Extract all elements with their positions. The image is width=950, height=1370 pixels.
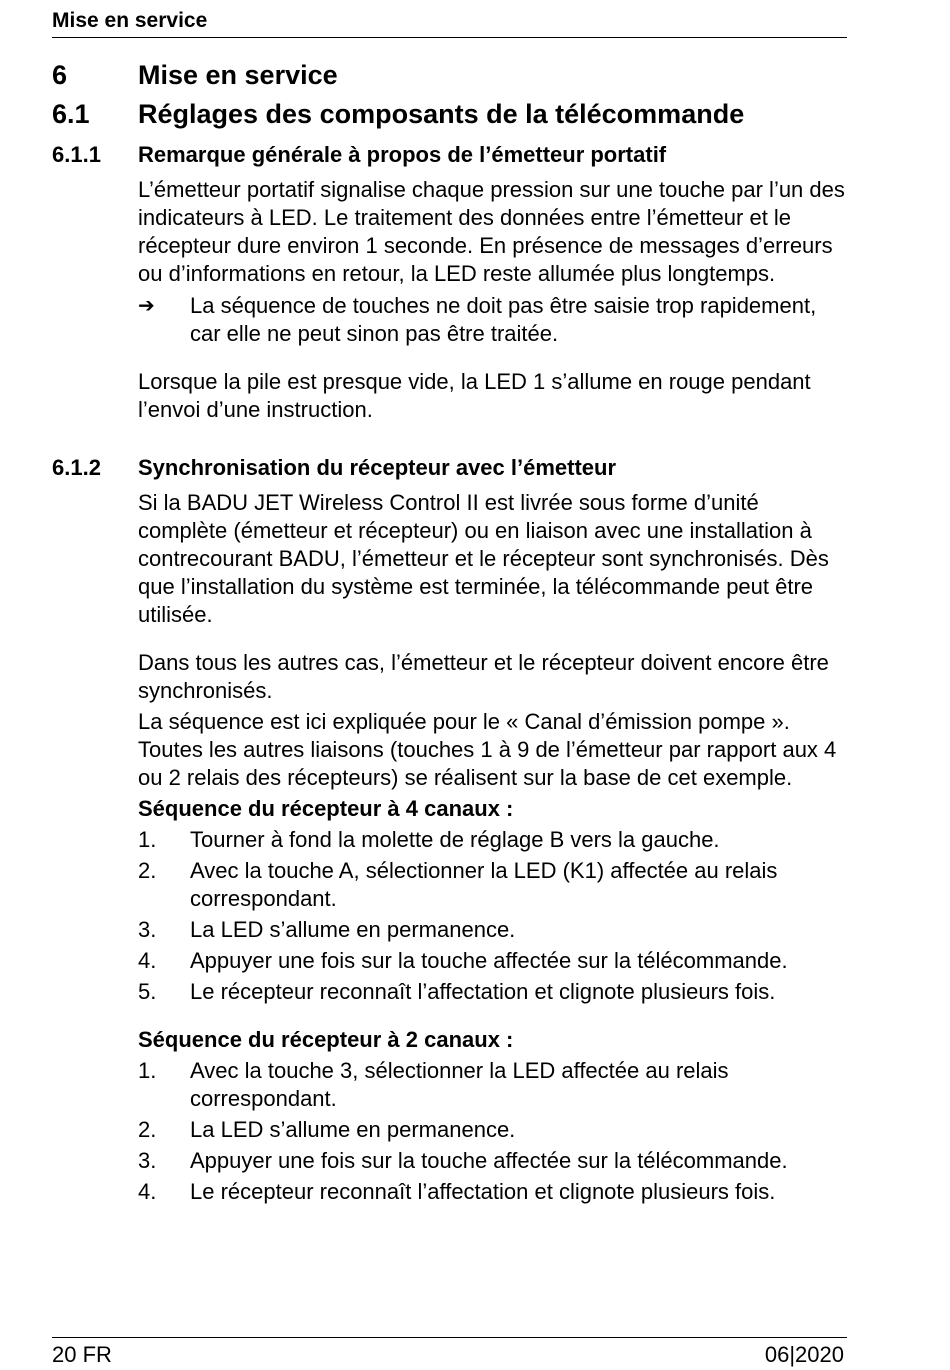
list-text: Appuyer une fois sur la touche affectée sur la télécommande.: [190, 1148, 788, 1173]
list-item: [138, 1057, 848, 1113]
heading-title: Synchronisation du récepteur avec l’émetteur: [138, 455, 617, 480]
subsection-number: 6.1: [52, 99, 90, 129]
heading-number: 6.1.2: [52, 455, 101, 480]
list-text: Le récepteur reconnaît l’affectation et clignote plusieurs fois.: [190, 979, 776, 1004]
section-title: Mise en service: [138, 60, 338, 90]
paragraph: Lorsque la pile est presque vide, la LED 1 s’allume en rouge pendant l’envoi d’une instruction.: [138, 369, 811, 422]
list-number: 4.: [138, 948, 157, 973]
heading-number: 6.1.1: [52, 142, 101, 167]
running-header: Mise en service: [52, 9, 208, 32]
list-item: [138, 1147, 848, 1175]
header-rule: [52, 37, 847, 38]
list-text: La LED s’allume en permanence.: [190, 917, 516, 942]
list-item: [138, 826, 848, 854]
sequence-2-list: [138, 1057, 848, 1206]
list-number: 2.: [138, 858, 157, 883]
section-6-1-2-body: [138, 489, 848, 1206]
list-text: Appuyer une fois sur la touche affectée sur la télécommande.: [190, 948, 788, 973]
list-number: 2.: [138, 1117, 157, 1142]
page-number: 20 FR: [52, 1342, 112, 1367]
list-text: Avec la touche 3, sélectionner la LED affectée au relais correspondant.: [190, 1058, 729, 1111]
sequence-2-title: Séquence du récepteur à 2 canaux :: [138, 1027, 514, 1052]
footer-rule: [52, 1337, 847, 1338]
list-text: La LED s’allume en permanence.: [190, 1117, 516, 1142]
list-text: Tourner à fond la molette de réglage B vers la gauche.: [190, 827, 720, 852]
note-text: La séquence de touches ne doit pas être saisie trop rapidement, car elle ne peut sinon pas être traitée.: [190, 293, 817, 346]
list-item: [138, 1178, 848, 1206]
heading-6-1-2: [52, 455, 616, 481]
list-item: [138, 1116, 848, 1144]
paragraph: Si la BADU JET Wireless Control II est livrée sous forme d’unité complète (émetteur et récepteur) ou en liaison avec une installation à contrecourant BADU, l’émetteur et le récepteur sont synchronisés. Dès que l’installation du système est terminée, la télécommande peut être utilisée.: [138, 490, 829, 627]
list-number: 1.: [138, 827, 157, 852]
edition-date: 06|2020: [764, 1342, 844, 1367]
list-item: [138, 978, 848, 1006]
paragraph: Dans tous les autres cas, l’émetteur et le récepteur doivent encore être synchronisés.: [138, 650, 829, 703]
subsection-title: Réglages des composants de la télécommande: [138, 99, 745, 129]
section-6-1-1-body: [138, 176, 848, 424]
list-text: Le récepteur reconnaît l’affectation et clignote plusieurs fois.: [190, 1179, 776, 1204]
list-number: 5.: [138, 979, 157, 1004]
subsection-heading: [52, 99, 744, 130]
list-number: 3.: [138, 1148, 157, 1173]
section-heading: [52, 60, 338, 91]
list-number: 3.: [138, 917, 157, 942]
sequence-4-title: Séquence du récepteur à 4 canaux :: [138, 796, 514, 821]
paragraph: L’émetteur portatif signalise chaque pression sur une touche par l’un des indicateurs à LED. Le traitement des données entre l’émetteur et le récepteur dure environ 1 seconde. En présence de messages d’erreurs ou d’informations en retour, la LED reste allumée plus longtemps.: [138, 177, 845, 286]
list-number: 1.: [138, 1058, 157, 1083]
list-item: [138, 916, 848, 944]
arrow-icon: ➔: [138, 295, 155, 317]
sequence-4-list: [138, 826, 848, 1006]
paragraph: La séquence est ici expliquée pour le « Canal d’émission pompe ». Toutes les autres liaisons (touches 1 à 9 de l’émetteur par rapport aux 4 ou 2 relais des récepteurs) se réalisent sur la base de cet exemple.: [138, 709, 837, 790]
list-number: 4.: [138, 1179, 157, 1204]
list-item: [138, 857, 848, 913]
list-item: [138, 947, 848, 975]
heading-title: Remarque générale à propos de l’émetteur portatif: [138, 142, 667, 167]
note-item: [138, 292, 848, 348]
section-number: 6: [52, 60, 68, 90]
heading-6-1-1: [52, 142, 666, 168]
list-text: Avec la touche A, sélectionner la LED (K1) affectée au relais correspondant.: [190, 858, 778, 911]
